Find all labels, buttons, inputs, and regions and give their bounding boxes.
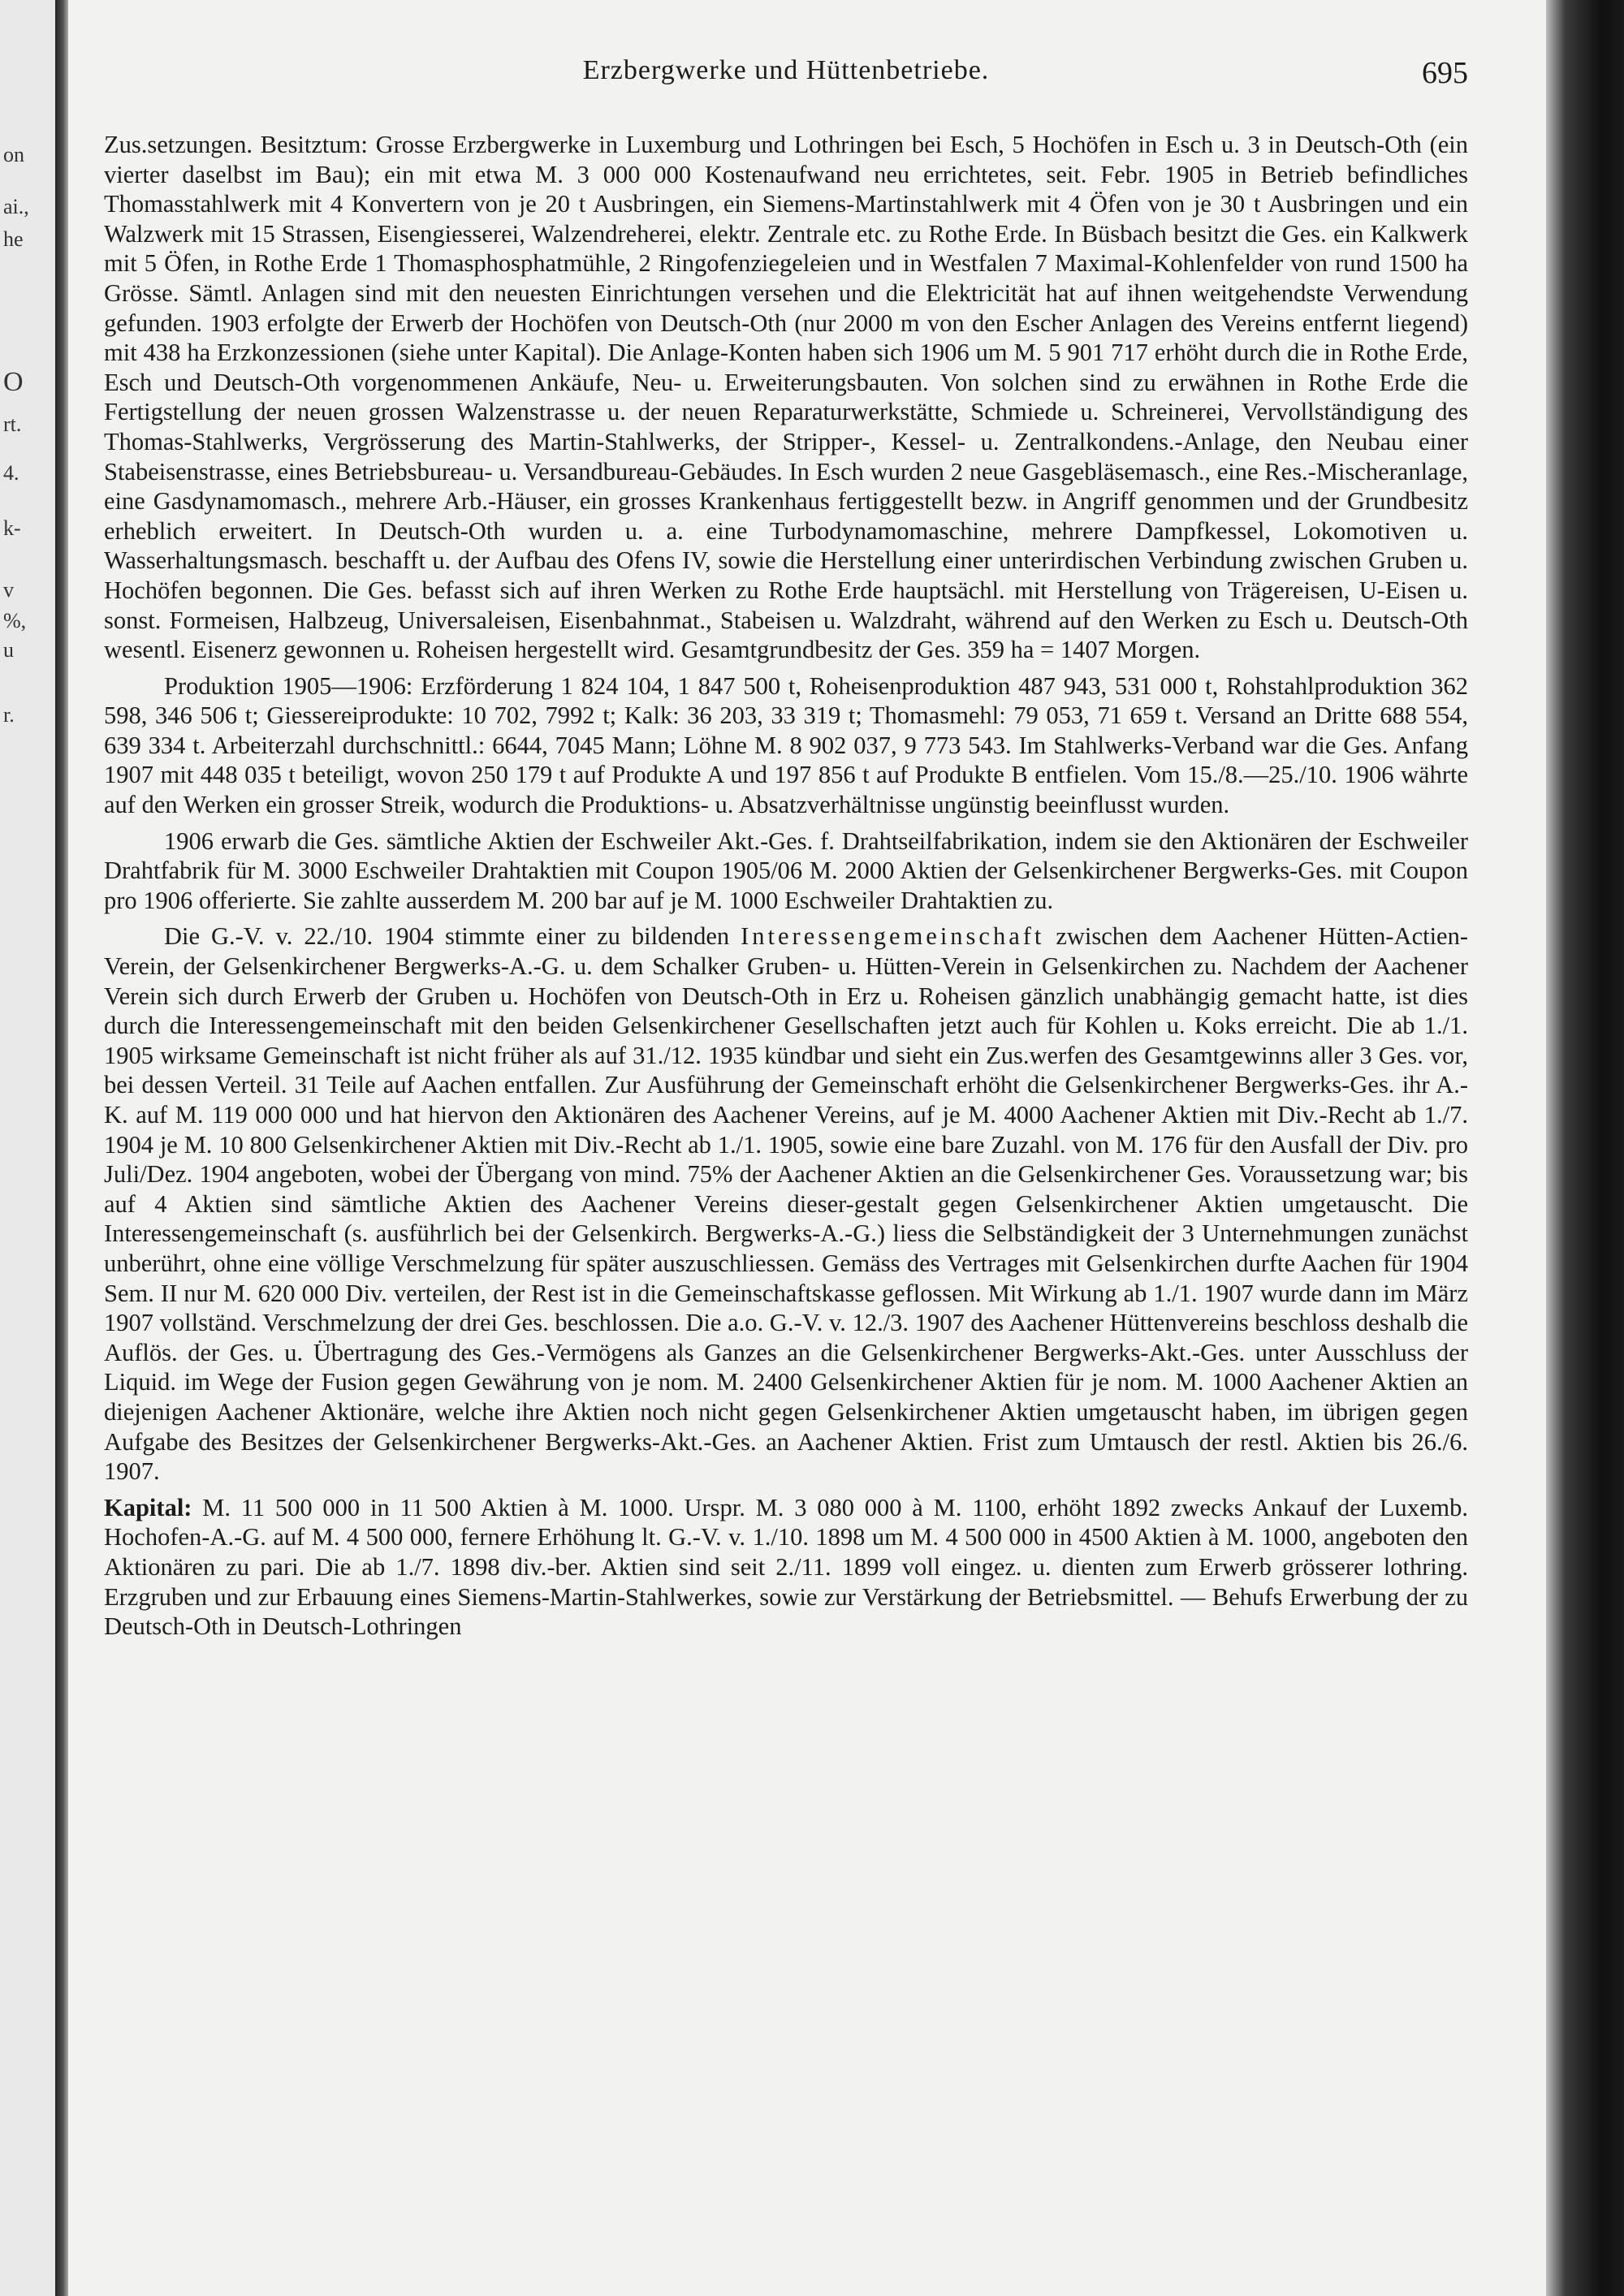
paragraph-eschweiler: 1906 erwarb die Ges. sämtliche Aktien der Eschweiler Akt.-Ges. f. Drahtseilfabrikation, indem sie den Aktionären der Eschweiler Drahtfabrik für M. 3000 Eschweiler Drahtaktien mit Coupon 1905/06 M. 2000 Aktien der Gelsenkirchener Bergwerks-Ges. mit Coupon pro 1906 offerierte. Sie zahlte ausserdem M. 200 bar auf je M. 1000 Eschweiler Drahtaktien zu. <box>104 826 1468 914</box>
paragraph-interessengemeinschaft <box>104 921 1468 1486</box>
margin-fragment: on <box>3 143 24 166</box>
page-edge-shadow <box>1546 0 1624 2296</box>
paragraph-text: Die G.-V. v. 22./10. 1904 stimmte einer zu bildenden <box>164 922 741 951</box>
running-title: Erzbergwerke und Hüttenbetriebe. <box>582 55 990 85</box>
previous-page-margin <box>0 0 55 2296</box>
margin-fragment: ai., <box>3 195 29 218</box>
margin-fragment: r. <box>3 703 15 727</box>
section-label-kapital: Kapital: <box>104 1493 192 1521</box>
margin-fragment: O <box>3 367 24 397</box>
spaced-term: Interessengemeinschaft <box>741 922 1045 951</box>
margin-fragment: u <box>3 638 14 662</box>
margin-fragment: he <box>3 227 24 251</box>
margin-fragment: k- <box>3 516 21 540</box>
paragraph-text: zwischen dem Aachener Hütten-Actien-Verein, der Gelsenkirchener Bergwerks-A.-G. u. dem Schalker Gruben- u. Hütten-Verein in Gelsenkirchen zu. Nachdem der Aachener Verein sich durch Erwerb der Gruben u. Hochöfen von Deutsch-Oth in Erz u. Roheisen gänzlich unabhängig gemacht hatte, ist dies durch die Interessengemeinschaft mit den beiden Gelsenkirchener Gesellschaften jetzt auch für Kohlen u. Koks erreicht. Die ab 1./1. 1905 wirksame Gemeinschaft ist nicht früher als auf 31./12. 1935 kündbar und sieht ein Zus.werfen des Gesamtgewinns aller 3 Ges. vor, bei dessen Verteil. 31 Teile auf Aachen entfallen. Zur Ausführung der Gemeinschaft erhöht die Gelsenkirchener Bergwerks-Ges. ihr A.-K. auf M. 119 000 000 und hat hiervon den Aktionären des Aachener Vereins, auf je M. 4000 Aachener Aktien mit Div.-Recht ab 1./7. 1904 je M. 10 800 Gelsenkirchener Aktien mit Div.-Recht ab 1./1. 1905, sowie eine bare Zuzahl. von M. 176 für den Ausfall der Div. pro Juli/Dez. 1904 angeboten, wobei der Übergang von mind. 75% der Aachener Aktien an die Gelsenkirchener Ges. Voraussetzung war; bis auf 4 Aktien sind sämtliche Aktien des Aachener Vereins dieser-gestalt gegen Gelsenkirchener Aktien umgetauscht. Die Interessengemeinschaft (s. ausführlich bei der Gelsenkirch. Bergwerks-A.-G.) liess die Selbständigkeit der 3 Unternehmungen zunächst unberührt, ohne eine völlige Verschmelzung für später auszuschliessen. Gemäss des Vertrages mit Gelsenkirchen durfte Aachen für 1904 Sem. II nur M. 620 000 Div. verteilen, der Rest ist in die Gemeinschaftskasse geflossen. Mit Wirkung ab 1./1. 1907 wurde dann im März 1907 vollständ. Verschmelzung der drei Ges. beschlossen. Die a.o. G.-V. v. 12./3. 1907 des Aachener Hüttenvereins beschloss deshalb die Auflös. der Ges. u. Übertragung des Ges.-Vermögens als Ganzes an die Gelsenkirchener Bergwerks-Akt.-Ges. unter Ausschluss der Liquid. im Wege der Fusion gegen Gewährung von je nom. M. 2400 Gelsenkirchener Aktien für je nom. M. 1000 Aachener Aktien an diejenigen Aachener Aktionäre, welche ihre Aktien noch nicht gegen Gelsenkirchener Aktien umgetauscht haben, im übrigen gegen Aufgabe des Besitzes der Gelsenkirchener Bergwerks-Akt.-Ges. an Aachener Aktien. Frist zum Umtausch der restl. Aktien bis 26./6. 1907. <box>104 922 1469 1486</box>
margin-fragment: 4. <box>3 461 19 485</box>
book-gutter <box>55 0 68 2296</box>
body-text <box>104 130 1468 1648</box>
page-number: 695 <box>1422 56 1468 90</box>
book-page <box>68 0 1546 2296</box>
margin-fragment: %, <box>3 609 27 632</box>
paragraph-kapital <box>104 1493 1468 1642</box>
margin-fragment: v <box>3 578 14 602</box>
page-header <box>104 55 1468 94</box>
paragraph-text: M. 11 500 000 in 11 500 Aktien à M. 1000. Urspr. M. 3 080 000 à M. 1100, erhöht 1892 zwecks Ankauf der Luxemb. Hochofen-A.-G. auf M. 4 500 000, fernere Erhöhung lt. G.-V. v. 1./10. 1898 um M. 4 500 000 in 4500 Aktien à M. 1000, angeboten den Aktionären zu pari. Die ab 1./7. 1898 div.-ber. Aktien sind seit 2./11. 1899 voll eingez. u. dienten zum Erwerb grösserer lothring. Erzgruben und zur Erbauung eines Siemens-Martin-Stahlwerkes, sowie zur Verstärkung der Betriebsmittel. — Behufs Erwerbung der zu Deutsch-Oth in Deutsch-Lothringen <box>104 1493 1468 1641</box>
paragraph-besitztum: Zus.setzungen. Besitztum: Grosse Erzbergwerke in Luxemburg und Lothringen bei Esch, 5 Hochöfen in Esch u. 3 in Deutsch-Oth (ein vierter daselbst im Bau); ein mit etwa M. 3 000 000 Kostenaufwand neu errichtetes, seit. Febr. 1905 in Betrieb befindliches Thomasstahlwerk mit 4 Konvertern von je 20 t Ausbringen, ein Siemens-Martinstahlwerk mit 4 Öfen von je 30 t Ausbringen und ein Walzwerk mit 15 Strassen, Eisengiesserei, Walzendreherei, elektr. Zentrale etc. zu Rothe Erde. In Büsbach besitzt die Ges. ein Kalkwerk mit 5 Öfen, in Rothe Erde 1 Thomasphosphatmühle, 2 Ringofenziegeleien und in Westfalen 7 Maximal-Kohlenfelder von rund 1500 ha Grösse. Sämtl. Anlagen sind mit den neuesten Einrichtungen versehen und die Elektricität hat auf ihnen weitgehendste Verwendung gefunden. 1903 erfolgte der Erwerb der Hochöfen von Deutsch-Oth (nur 2000 m von den Escher Anlagen des Vereins entfernt liegend) mit 438 ha Erzkonzessionen (siehe unter Kapital). Die Anlage-Konten haben sich 1906 um M. 5 901 717 erhöht durch die in Rothe Erde, Esch und Deutsch-Oth vorgenommenen Ankäufe, Neu- u. Erweiterungsbauten. Von solchen sind zu erwähnen in Rothe Erde die Fertigstellung der neuen grossen Walzenstrasse u. der neuen Reparaturwerkstätte, Schmiede u. Schreinerei, Vervollständigung des Thomas-Stahlwerks, Vergrösserung des Martin-Stahlwerks, der Stripper-, Kessel- u. Zentralkondens.-Anlage, den Neubau einer Stabeisenstrasse, eines Betriebsbureau- u. Versandbureau-Gebäudes. In Esch wurden 2 neue Gasgebläsemasch., eine Res.-Mischeranlage, eine Gasdynamomasch., mehrere Arb.-Häuser, ein grosses Krankenhaus fertiggestellt bezw. in Angriff genommen und der Grundbesitz erheblich erweitert. In Deutsch-Oth wurden u. a. eine Turbodynamomaschine, mehrere Dampfkessel, Lokomotiven u. Wasserhaltungsmasch. beschafft u. der Aufbau des Ofens IV, sowie die Herstellung einer unterirdischen Verbindung zwischen Gruben u. Hochöfen begonnen. Die Ges. befasst sich auf ihren Werken zu Rothe Erde hauptsächl. mit Herstellung von Trägereisen, U-Eisen u. sonst. Formeisen, Halbzeug, Universaleisen, Eisenbahnmat., Stabeisen u. Walzdraht, während auf den Werken zu Esch u. Deutsch-Oth wesentl. Eisenerz gewonnen u. Roheisen hergestellt wird. Gesamtgrundbesitz der Ges. 359 ha = 1407 Morgen. <box>104 131 1468 664</box>
margin-fragment: rt. <box>3 412 22 436</box>
paragraph-produktion: Produktion 1905—1906: Erzförderung 1 824 104, 1 847 500 t, Roheisenproduktion 487 943, 531 000 t, Rohstahlproduktion 362 598, 346 506 t; Giessereiprodukte: 10 702, 7992 t; Kalk: 36 203, 33 319 t; Thomasmehl: 79 053, 71 659 t. Versand an Dritte 688 554, 639 334 t. Arbeiterzahl durchschnittl.: 6644, 7045 Mann; Löhne M. 8 902 037, 9 773 543. Im Stahlwerks-Verband war die Ges. Anfang 1907 mit 448 035 t beteiligt, wovon 250 179 t auf Produkte A und 197 856 t auf Produkte B entfielen. Vom 15./8.—25./10. 1906 währte auf den Werken ein grosser Streik, wodurch die Produktions- u. Absatzverhältnisse ungünstig beeinflusst wurden. <box>104 671 1468 819</box>
